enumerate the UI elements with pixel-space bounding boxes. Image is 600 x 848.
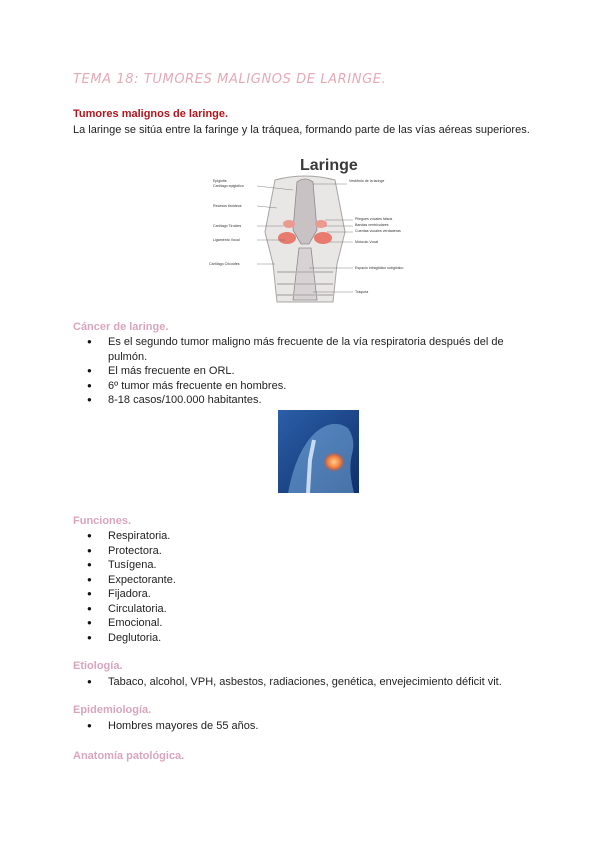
list-item: ● Hombres mayores de 55 años. [73, 719, 523, 734]
list-item: ● Tusígena. [73, 558, 523, 573]
intro-paragraph: La laringe se sitúa entre la faringe y la tráquea, formando parte de las vías aéreas superiores. [73, 124, 530, 136]
section-heading-tumores: Tumores malignos de laringe. [73, 108, 229, 120]
larynx-illustration [205, 152, 405, 304]
label-infraglottic-space: Espacio infraglótico subglótico [355, 266, 404, 270]
list-item: ● Expectorante. [73, 573, 523, 588]
label-vocal-muscle: Músculo Vocal [355, 240, 379, 244]
label-true-vocal-folds: Cuerdas vocales verdaderas [355, 229, 401, 233]
cancer-facts-list [73, 335, 523, 408]
list-item: ● Deglutoria. [73, 631, 523, 646]
left-vocal-fold [278, 232, 296, 244]
larynx-figure-title: Laringe [300, 157, 358, 174]
neck-tumor-illustration [278, 410, 359, 493]
label-epiglottic-cartilage: Cartílago epiglótico [213, 184, 244, 188]
list-item: ● El más frecuente en ORL. [73, 364, 523, 379]
label-vocal-ligament: Ligamento Vocal [213, 238, 240, 242]
section-heading-epidemiologia: Epidemiología. [73, 704, 152, 716]
label-false-folds: Pliegues vocales falsos [355, 217, 393, 221]
section-heading-funciones: Funciones. [73, 515, 132, 527]
label-vestibule: Vestíbulo de la laringe [349, 179, 385, 183]
list-item: ● Respiratoria. [73, 529, 523, 544]
list-item: ● Circulatoria. [73, 602, 523, 617]
label-cricoid-cartilage: Cartílago Cricoides [209, 262, 240, 266]
list-item: ● 6º tumor más frecuente en hombres. [73, 379, 523, 394]
document-title: TEMA 18: TUMORES MALIGNOS DE LARINGE. [73, 72, 387, 87]
label-thyroid-cartilage: Cartílago Tiroides [213, 224, 242, 228]
laryngeal-vestibule [293, 179, 317, 244]
list-item: ● Emocional. [73, 616, 523, 631]
left-ventricular-band [283, 220, 295, 228]
list-item: ● 8-18 casos/100.000 habitantes. [73, 393, 523, 408]
list-item: ● Fijadora. [73, 587, 523, 602]
section-heading-anatomia: Anatomía patológica. [73, 750, 185, 762]
list-item: ● Tabaco, alcohol, VPH, asbestos, radiaciones, genética, envejecimiento déficit vit. [73, 675, 523, 690]
etiology-list [73, 675, 523, 690]
epidemiology-list [73, 719, 523, 734]
list-item: ● Es el segundo tumor maligno más frecuente de la vía respiratoria después del de pulmón. [73, 335, 523, 364]
section-heading-cancer: Cáncer de laringe. [73, 321, 169, 333]
list-item: ● Protectora. [73, 544, 523, 559]
neck-xray-image [278, 410, 359, 493]
label-epiglottis: Epiglotis [213, 179, 227, 183]
functions-list [73, 529, 523, 645]
section-heading-etiologia: Etiología. [73, 660, 123, 672]
label-ventricular-bands: Bandas ventriculares [355, 223, 389, 227]
larynx-diagram [205, 152, 405, 304]
label-trachea: Tráquea [355, 290, 369, 294]
tumor-highlight [323, 452, 345, 472]
label-piriform-recess: Recesos tiroideos [213, 204, 242, 208]
right-ventricular-band [315, 220, 327, 228]
